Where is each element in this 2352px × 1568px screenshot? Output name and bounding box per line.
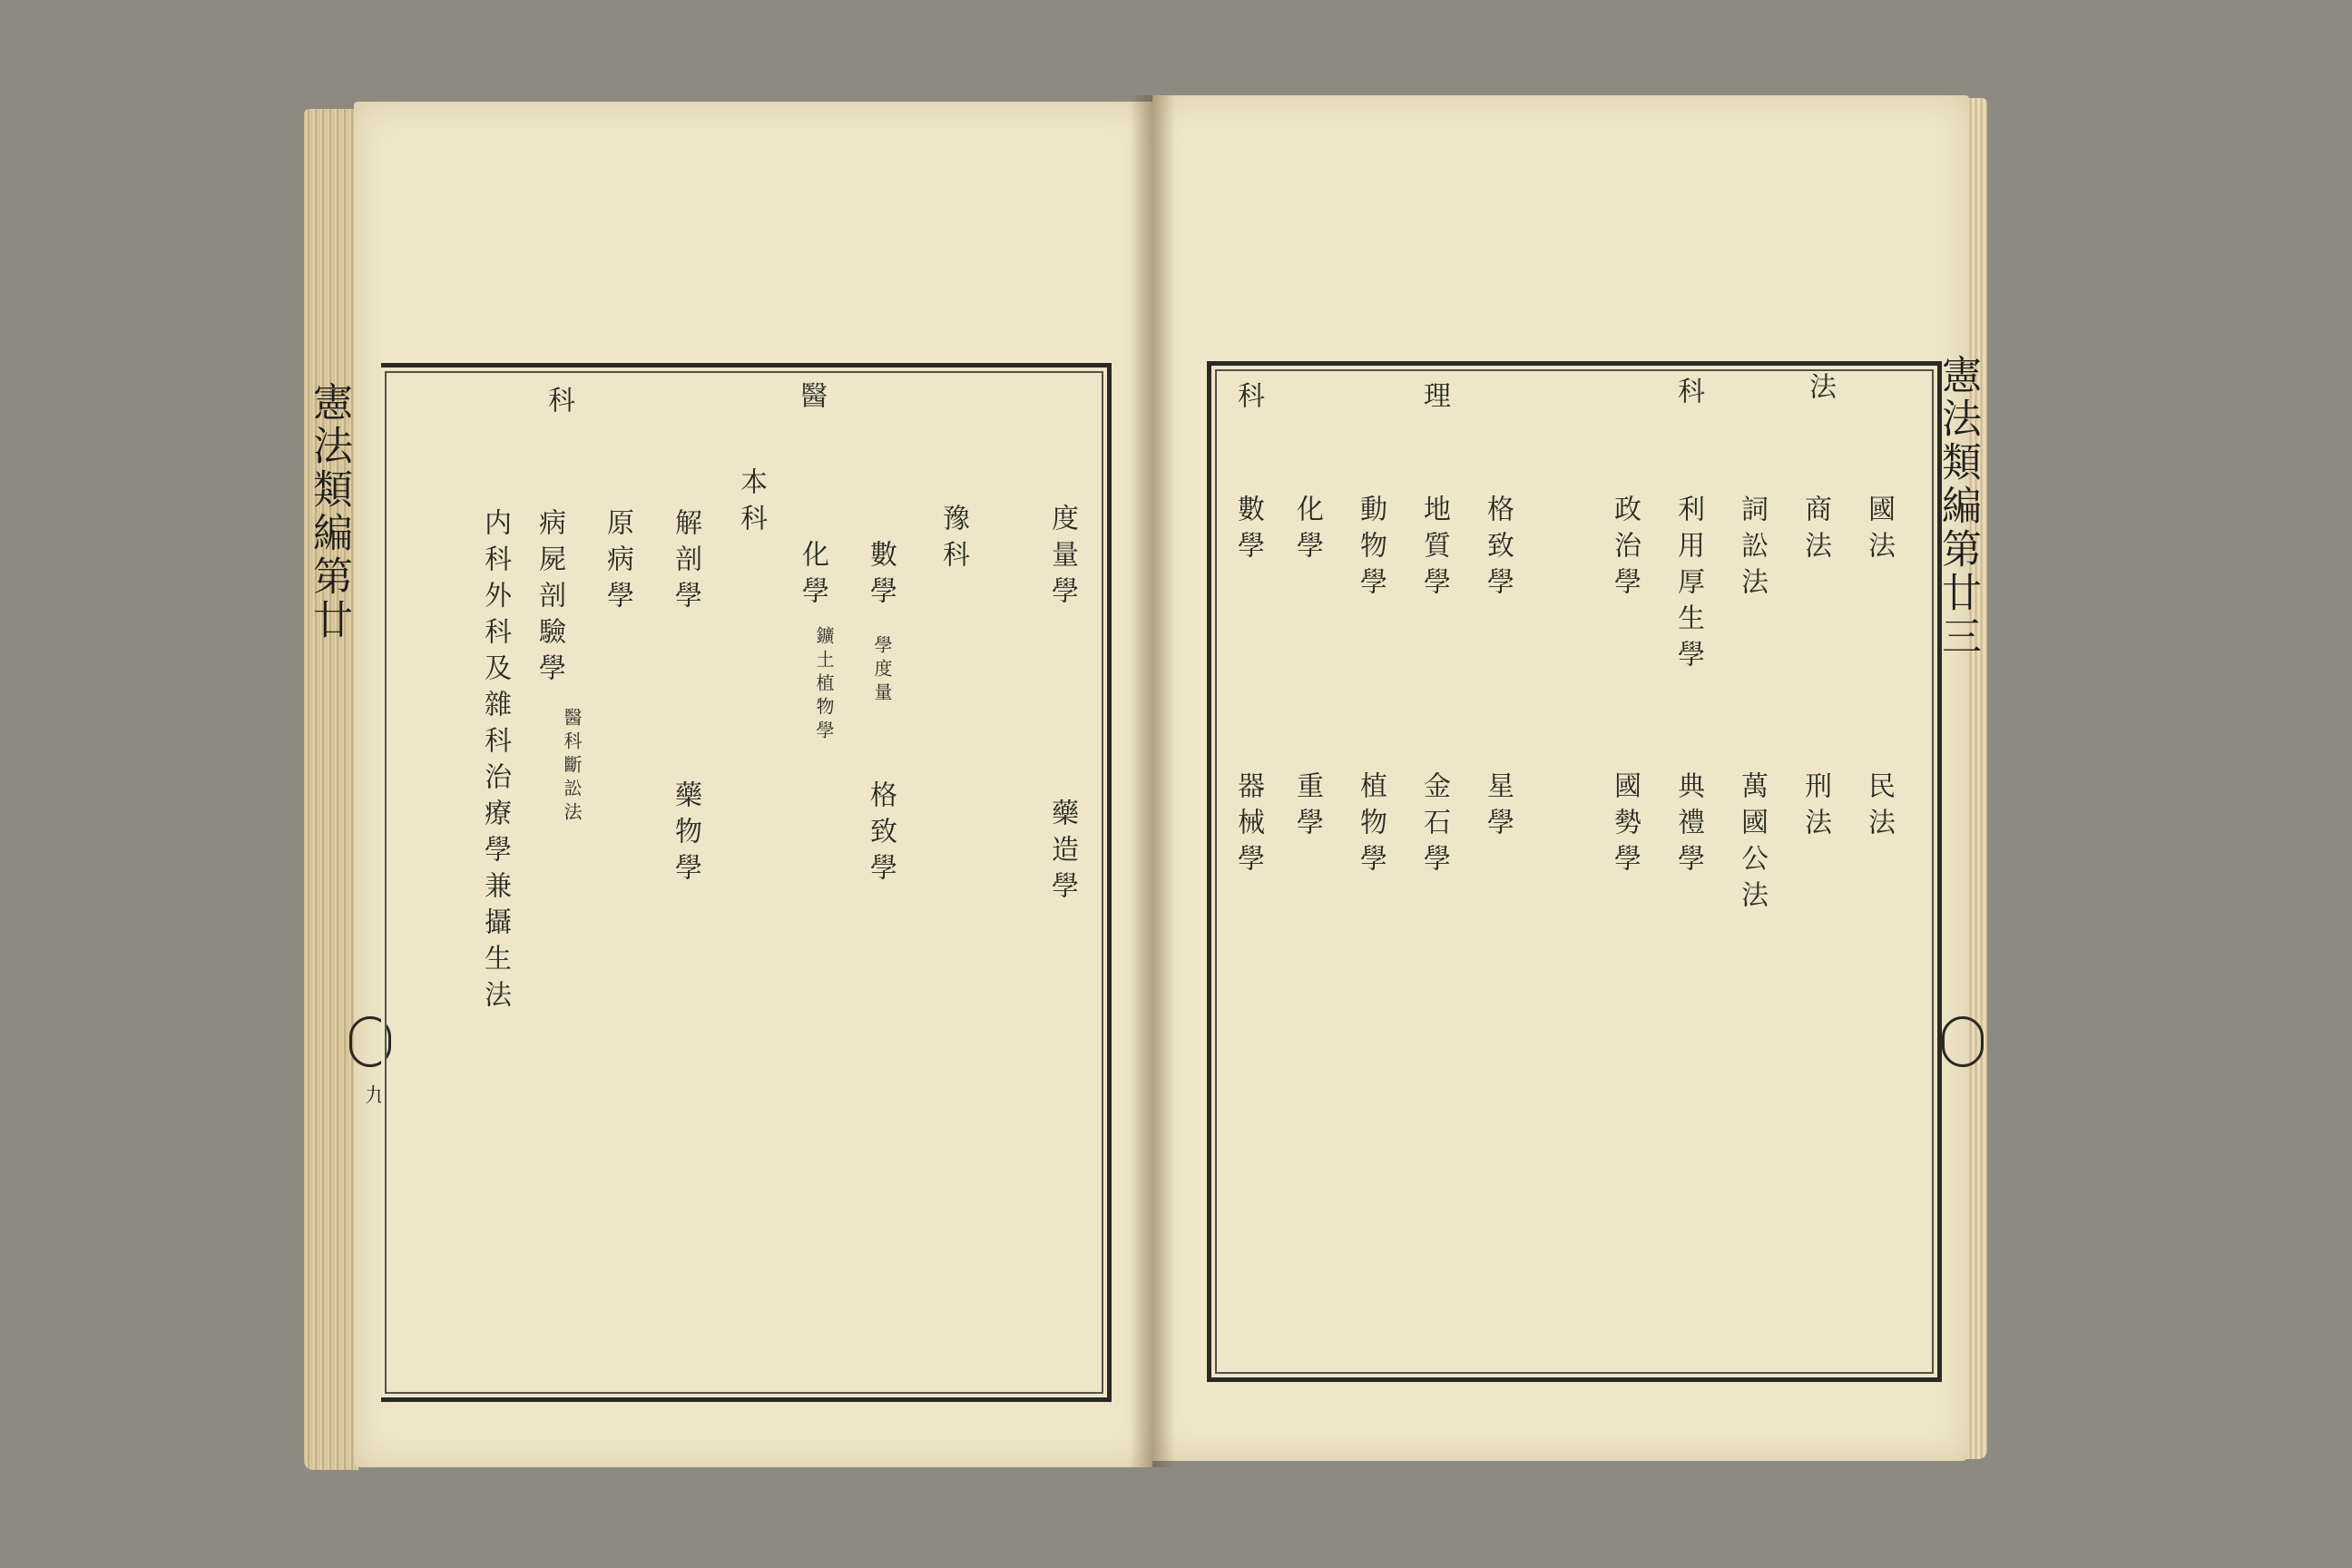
text-column: 地質學	[1418, 495, 1450, 603]
text-column: 醫	[795, 381, 827, 417]
text-column: 學度量	[871, 635, 893, 706]
text-column: 病屍剖驗學	[534, 508, 565, 690]
text-column: 理	[1418, 381, 1450, 417]
text-column: 植物學	[1355, 771, 1387, 880]
text-column: 萬國公法	[1736, 771, 1768, 916]
text-column: 藥物學	[670, 780, 701, 889]
text-column: 科	[543, 386, 574, 422]
text-column: 星學	[1482, 771, 1514, 844]
text-column: 科	[1672, 377, 1704, 413]
text-column: 醫科斷訟法	[561, 708, 583, 826]
text-column: 民法	[1863, 771, 1895, 844]
text-column: 藥造學	[1046, 799, 1078, 907]
text-column: 解剖學	[670, 508, 701, 617]
book-gutter	[1130, 95, 1175, 1467]
text-column: 刑法	[1799, 771, 1831, 844]
text-column: 商法	[1799, 495, 1831, 567]
text-column: 政治學	[1609, 495, 1641, 603]
text-column: 利用厚生學	[1672, 495, 1704, 676]
text-column: 數學	[865, 540, 897, 612]
text-column: 動物學	[1355, 495, 1387, 603]
text-column: 國法	[1863, 495, 1895, 567]
text-column: 詞訟法	[1736, 495, 1768, 603]
text-column: 數學	[1232, 495, 1264, 567]
spine-title-right: 憲法類編第廿三	[1935, 354, 1981, 659]
text-column: 器械學	[1232, 771, 1264, 880]
text-column: 格致學	[865, 780, 897, 889]
text-column: 内科外科及雜科治療學兼攝生法	[479, 508, 511, 1016]
text-column: 金石學	[1418, 771, 1450, 880]
text-column: 原病學	[602, 508, 633, 617]
text-column: 重學	[1291, 771, 1323, 844]
fishtail-mark-right	[1942, 1016, 1984, 1067]
text-column: 國勢學	[1609, 771, 1641, 880]
text-column: 法	[1804, 372, 1836, 408]
page-stack-left	[304, 109, 358, 1470]
text-column: 化學	[797, 540, 828, 612]
text-column: 科	[1232, 381, 1264, 417]
page-number: 九	[362, 1084, 385, 1113]
text-column: 化學	[1291, 495, 1323, 567]
text-column: 鑛土植物學	[813, 626, 835, 744]
text-column: 格致學	[1482, 495, 1514, 603]
text-column: 度量學	[1046, 504, 1078, 612]
text-column: 本科	[735, 467, 767, 540]
text-column: 豫科	[937, 504, 969, 576]
text-column: 典禮學	[1672, 771, 1704, 880]
spine-title-left: 憲法類編第廿	[306, 381, 352, 642]
